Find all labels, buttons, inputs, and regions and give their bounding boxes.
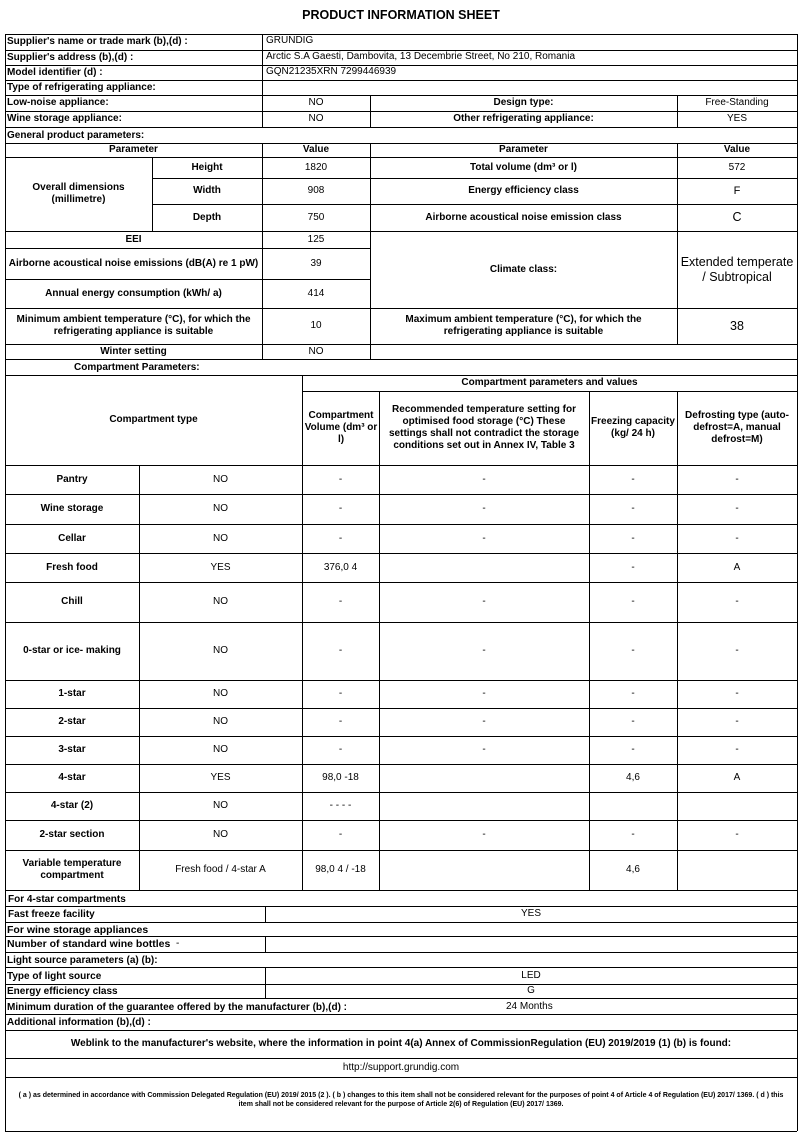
compartment-volume-cell: 98,0 4 / -18: [315, 864, 366, 875]
compartment-temp-cell: [383, 553, 585, 582]
compartment-volume-cell: -: [338, 688, 343, 699]
model-label: Model identifier (d) :: [7, 67, 103, 78]
compartment-present-cell: YES: [210, 772, 231, 783]
column-divider: [302, 582, 303, 622]
column-divider: [139, 494, 140, 524]
column-divider: [589, 494, 590, 524]
column-divider: [677, 622, 678, 680]
weblink-text: Weblink to the manufacturer's website, where the information in point 4(a) Annex of CommissionRegulation (EU) 2019/2019 (1) (b) is found:: [70, 1038, 732, 1049]
compartment-defrost-cell: -: [735, 503, 739, 514]
column-divider: [302, 820, 303, 850]
column-divider: [379, 820, 380, 850]
type-section-label: Type of refrigerating appliance:: [7, 82, 156, 93]
compartment-defrost-cell: -: [735, 645, 739, 656]
column-divider: [379, 850, 380, 890]
compartment-defrost-cell: [681, 850, 793, 890]
compartment-defrost-cell: A: [733, 561, 741, 573]
climate-class-label: Climate class:: [489, 263, 558, 275]
compartment-type-header: Compartment type: [109, 414, 198, 425]
compartment-volume-cell: - - - -: [329, 800, 352, 811]
compartment-present-cell: NO: [213, 532, 228, 544]
noise-emission-label: Airborne acoustical noise emissions (dB(A) re 1 pW): [8, 257, 259, 269]
overall-dimensions-label: Overall dimensions (millimetre): [32, 182, 125, 205]
compartment-freezing-cell: -: [631, 561, 635, 573]
compartment-freezing-cell: -: [631, 688, 635, 699]
compartment-present-cell: NO: [213, 716, 228, 727]
wine-section-label: For wine storage appliances: [7, 924, 149, 936]
column-divider: [139, 582, 140, 622]
compartment-freezing-cell: -: [631, 645, 635, 656]
compartment-defrost-cell: -: [735, 532, 739, 544]
column-divider: [589, 524, 590, 553]
compartment-temp-cell: -: [482, 503, 486, 514]
compartment-volume-cell: -: [338, 829, 343, 840]
column-divider: [139, 764, 140, 792]
max-temp-label: Maximum ambient temperature (°C), for which the refrigerating appliance is suitable: [405, 314, 642, 337]
climate-class-value: Extended temperate / Subtropical: [680, 254, 794, 284]
compartment-name-cell: Chill: [61, 596, 83, 607]
column-divider: [379, 494, 380, 524]
compartment-temp-cell: [383, 764, 585, 792]
column-divider: [139, 465, 140, 494]
compartment-present-cell: NO: [213, 688, 228, 699]
manufacturer-url[interactable]: http://support.grundig.com: [342, 1061, 460, 1073]
compartment-temp-cell: -: [482, 829, 486, 840]
energy-class-label: Energy efficiency class: [468, 185, 579, 196]
noise-class-value: C: [732, 210, 742, 224]
column-divider: [379, 736, 380, 764]
column-divider: [589, 736, 590, 764]
column-divider: [677, 736, 678, 764]
light-class-value: G: [527, 985, 535, 996]
col-freezing-header: Freezing capacity (kg/ 24 h): [591, 416, 675, 439]
column-divider: [139, 820, 140, 850]
width-value: 908: [307, 185, 325, 196]
compartment-volume-cell: 376,0 4: [323, 561, 358, 573]
general-section-label: General product parameters:: [7, 130, 145, 141]
compartment-name-cell: 4-star (2): [50, 800, 94, 811]
compartment-temp-cell: -: [482, 596, 486, 607]
column-divider: [379, 465, 380, 494]
column-divider: [302, 622, 303, 680]
compartment-freezing-cell: -: [631, 473, 635, 485]
column-divider: [379, 553, 380, 582]
annual-energy-label: Annual energy consumption (kWh/ a): [45, 287, 222, 299]
column-divider: [379, 680, 380, 708]
compartment-freezing-cell: -: [631, 503, 635, 514]
column-divider: [677, 708, 678, 736]
column-divider: [379, 764, 380, 792]
design-type-value: Free-Standing: [705, 97, 769, 108]
column-divider: [677, 764, 678, 792]
max-temp-value: 38: [730, 318, 744, 333]
compartment-name-cell: Wine storage: [40, 503, 104, 514]
compartment-defrost-cell: -: [735, 596, 739, 607]
compartment-volume-cell: -: [338, 716, 343, 727]
depth-label: Depth: [192, 211, 222, 223]
column-divider: [379, 622, 380, 680]
supplier-address-label: Supplier's address (b),(d) :: [7, 52, 134, 63]
noise-emission-value: 39: [310, 257, 322, 269]
depth-value: 750: [307, 211, 325, 223]
column-divider: [589, 582, 590, 622]
wine-appliance-label: Wine storage appliance:: [7, 113, 122, 124]
wine-bottles-label: Number of standard wine bottles: [7, 938, 171, 950]
column-divider: [302, 792, 303, 820]
other-appliance-label: Other refrigerating appliance:: [453, 113, 594, 124]
column-divider: [677, 524, 678, 553]
column-divider: [302, 850, 303, 890]
compartment-temp-cell: [383, 792, 585, 820]
compartment-volume-cell: -: [338, 596, 343, 607]
fast-freeze-value: YES: [520, 908, 541, 919]
compartment-freezing-cell: 4,6: [626, 772, 640, 783]
compartment-temp-cell: -: [482, 532, 486, 544]
column-divider: [677, 850, 678, 890]
winter-setting-label: Winter setting: [100, 345, 167, 357]
compartment-present-cell: YES: [210, 561, 231, 573]
design-type-label: Design type:: [493, 97, 554, 108]
compartment-volume-cell: -: [338, 532, 343, 544]
column-divider: [302, 524, 303, 553]
compartment-name-cell: 2-star: [58, 716, 86, 727]
compartment-present-cell: Fresh food / 4-star A: [175, 864, 266, 875]
column-divider: [302, 680, 303, 708]
compartment-group-header: Compartment parameters and values: [461, 377, 638, 388]
column-divider: [139, 622, 140, 680]
column-divider: [379, 792, 380, 820]
page-title: PRODUCT INFORMATION SHEET: [302, 8, 500, 22]
column-divider: [589, 680, 590, 708]
compartment-name-cell: 4-star: [58, 772, 86, 783]
min-temp-label: Minimum ambient temperature (°C), for which the refrigerating appliance is suitable: [16, 314, 251, 337]
column-divider: [677, 465, 678, 494]
column-divider: [589, 820, 590, 850]
annual-energy-value: 414: [307, 287, 325, 299]
column-divider: [139, 736, 140, 764]
column-divider: [302, 465, 303, 494]
compartment-name-cell: 3-star: [58, 744, 86, 755]
column-divider: [589, 708, 590, 736]
light-section-label: Light source parameters (a) (b):: [7, 955, 158, 966]
height-label: Height: [191, 161, 223, 173]
compartment-freezing-cell: [593, 792, 673, 820]
supplier-address-value: Arctic S.A Gaesti, Dambovita, 13 Decembrie Street, No 210, Romania: [266, 51, 576, 62]
min-temp-value: 10: [310, 320, 322, 331]
column-divider: [302, 764, 303, 792]
compartment-present-cell: NO: [213, 596, 228, 607]
winter-setting-value: NO: [308, 345, 324, 357]
additional-info-label: Additional information (b),(d) :: [7, 1017, 151, 1028]
column-divider: [302, 553, 303, 582]
compartment-volume-cell: -: [338, 473, 343, 485]
column-divider: [139, 708, 140, 736]
col-volume-header: Compartment Volume (dm³ or l): [304, 410, 378, 445]
supplier-name-value: GRUNDIG: [266, 35, 314, 46]
compartment-name-cell: Cellar: [58, 532, 86, 544]
compartment-defrost-cell: [681, 792, 793, 820]
param-header-right: Parameter: [499, 144, 548, 155]
light-class-label: Energy efficiency class: [7, 986, 118, 997]
width-label: Width: [193, 185, 221, 196]
compartment-present-cell: NO: [213, 645, 228, 656]
compartment-volume-cell: -: [338, 744, 343, 755]
value-header-right: Value: [723, 144, 751, 155]
compartment-defrost-cell: -: [735, 473, 739, 485]
supplier-name-label: Supplier's name or trade mark (b),(d) :: [7, 36, 188, 47]
footnote: ( a ) as determined in accordance with Commission Delegated Regulation (EU) 2019/ 2015 (2 ). ( b ) changes to this item shall not be considered relevant for the purposes of point 4 of Article 4 of Regulation (EU) 2017/ 1369. ( d ) this item shall not be considered relevant for the purpose of Article 2(6) of Regulation (EU) 2017/ 1369.: [18, 1092, 784, 1108]
compartment-freezing-cell: 4,6: [626, 864, 640, 875]
compartment-present-cell: NO: [213, 503, 228, 514]
column-divider: [677, 553, 678, 582]
noise-class-label: Airborne acoustical noise emission class: [425, 211, 622, 223]
column-divider: [677, 792, 678, 820]
col-defrost-header: Defrosting type (auto-defrost=A, manual defrost=M): [685, 410, 789, 445]
compartment-freezing-cell: -: [631, 716, 635, 727]
compartment-defrost-cell: A: [733, 772, 741, 783]
compartment-defrost-cell: -: [735, 688, 739, 699]
eei-value: 125: [307, 233, 325, 245]
four-star-section-label: For 4-star compartments: [8, 894, 126, 905]
row-divider: [5, 890, 797, 891]
column-divider: [302, 736, 303, 764]
eei-label: EEI: [125, 233, 142, 245]
column-divider: [589, 465, 590, 494]
compartment-name-cell: Pantry: [56, 473, 88, 485]
guarantee-value: 24 Months: [506, 1001, 553, 1012]
value-header-left: Value: [302, 144, 330, 155]
light-type-value: LED: [521, 969, 541, 981]
column-divider: [677, 820, 678, 850]
column-divider: [379, 708, 380, 736]
col-temp-header: Recommended temperature setting for optimised food storage (°C) These settings shall not contradict the storage conditions set out in Annex IV, Table 3: [388, 404, 580, 451]
compartment-freezing-cell: -: [631, 532, 635, 544]
param-header-left: Parameter: [109, 144, 158, 155]
compartment-name-cell: 0-star or ice- making: [23, 645, 121, 656]
compartment-freezing-cell: -: [631, 829, 635, 840]
column-divider: [589, 792, 590, 820]
column-divider: [589, 764, 590, 792]
wine-bottles-value: -: [176, 938, 180, 949]
compartment-section-label: Compartment Parameters:: [74, 362, 200, 373]
compartment-name-cell: 2-star section: [39, 829, 105, 840]
light-type-label: Type of light source: [7, 971, 102, 982]
compartment-temp-cell: [383, 850, 585, 890]
compartment-temp-cell: -: [482, 688, 486, 699]
total-volume-label: Total volume (dm³ or l): [469, 161, 578, 173]
column-divider: [302, 494, 303, 524]
column-divider: [379, 582, 380, 622]
column-divider: [139, 680, 140, 708]
column-divider: [589, 850, 590, 890]
column-divider: [589, 553, 590, 582]
wine-appliance-value: NO: [308, 113, 324, 124]
energy-class-value: F: [733, 184, 741, 197]
compartment-name-cell: Variable temperature compartment: [22, 858, 122, 881]
column-divider: [139, 850, 140, 890]
low-noise-value: NO: [308, 97, 324, 108]
compartment-freezing-cell: -: [631, 744, 635, 755]
low-noise-label: Low-noise appliance:: [7, 97, 109, 108]
column-divider: [379, 524, 380, 553]
compartment-temp-cell: -: [482, 473, 486, 485]
guarantee-label: Minimum duration of the guarantee offered by the manufacturer (b),(d) :: [7, 1002, 348, 1013]
compartment-volume-cell: -: [338, 503, 343, 514]
compartment-temp-cell: -: [482, 716, 486, 727]
compartment-volume-cell: -: [338, 645, 343, 656]
model-value: GQN21235XRN 7299446939: [266, 66, 397, 77]
column-divider: [302, 708, 303, 736]
compartment-volume-cell: 98,0 -18: [322, 772, 359, 783]
column-divider: [589, 622, 590, 680]
column-divider: [677, 680, 678, 708]
column-divider: [677, 494, 678, 524]
total-volume-value: 572: [728, 161, 746, 173]
column-divider: [139, 524, 140, 553]
compartment-defrost-cell: -: [735, 829, 739, 840]
column-divider: [677, 582, 678, 622]
compartment-freezing-cell: -: [631, 596, 635, 607]
compartment-present-cell: NO: [213, 744, 228, 755]
column-divider: [139, 553, 140, 582]
compartment-defrost-cell: -: [735, 744, 739, 755]
compartment-name-cell: 1-star: [58, 688, 86, 699]
other-appliance-value: YES: [726, 113, 747, 124]
compartment-temp-cell: -: [482, 645, 486, 656]
compartment-present-cell: NO: [213, 473, 228, 485]
compartment-present-cell: NO: [213, 829, 228, 840]
compartment-present-cell: NO: [213, 800, 228, 811]
compartment-temp-cell: -: [482, 744, 486, 755]
fast-freeze-label: Fast freeze facility: [8, 909, 95, 920]
column-divider: [139, 792, 140, 820]
compartment-defrost-cell: -: [735, 716, 739, 727]
height-value: 1820: [304, 161, 328, 173]
compartment-name-cell: Fresh food: [46, 561, 98, 573]
